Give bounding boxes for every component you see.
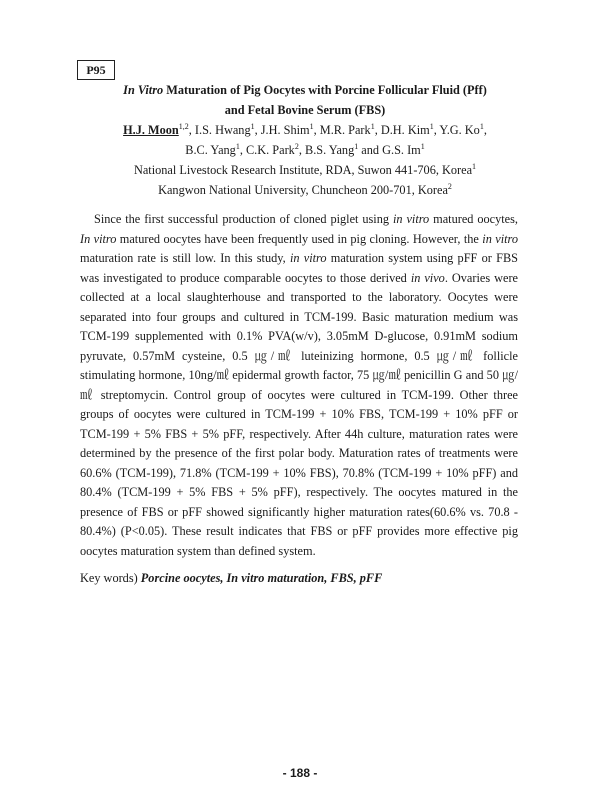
author-affil-mark: 1 <box>354 141 359 151</box>
affiliation-2 <box>70 180 540 200</box>
author-name: C.K. Park <box>245 143 295 157</box>
abstract-text: Since the first successful production of cloned piglet using <box>94 212 393 226</box>
author-name: I.S. Hwang <box>194 123 251 137</box>
abstract-text: . Ovaries were collected at a local slaughterhouse and transported to the laboratory. Oocytes were separated into four groups and cultured in TCM-199. Basic maturation medium was TCM-199 supplemented with 0.1% PVA(w/v), 3.05mM D-glucose, 0.91mM sodium pyruvate, 0.57mM cysteine, 0.5 ㎍/㎖ luteinizing hormone, 0.5 ㎍/㎖ follicle stimulating hormone, 10ng/㎖ epidermal growth factor, 75 ㎍/㎖ penicillin G and 50 ㎍/㎖ streptomycin. Control group of oocytes were cultured in TCM-199. Other three groups of oocytes were cultured in TCM-199 + 10% FBS, TCM-199 + 10% pFF or TCM-199 + 5% FBS + 5% pFF, respectively. After 44h culture, maturation rates were determined by the presence of the first polar body. Maturation rates of treatments were 60.6% (TCM-199), 71.8% (TCM-199 + 10% FBS), 70.8% (TCM-199 + 10% pFF) and 80.4% (TCM-199 + 5% FBS + 5% pFF), respectively. The oocytes matured in the presence of FBS or pFF showed significantly higher maturation rates(60.6% vs. 70.8 - 80.4%) (P<0.05). These result indicates that FBS or pFF provides more effective pig oocytes maturation system than defined system. <box>80 270 519 558</box>
abstract-text: maturation system using pFF or FBS was investigated to produce comparable oocytes to those derived <box>80 251 518 285</box>
author-affil-mark: 2 <box>294 141 299 151</box>
authors-line-1 <box>70 120 540 140</box>
abstract-paragraph <box>80 210 518 561</box>
title-rest: Maturation of Pig Oocytes with Porcine Follicular Fluid (Pff) <box>163 83 487 97</box>
abstract-text: matured oocytes have been frequently used in pig cloning. However, the <box>116 231 483 246</box>
author-name: G.S. Im <box>382 143 421 157</box>
affiliation-2-mark: 2 <box>447 181 452 191</box>
abstract-italic-term: in vitro <box>289 251 327 265</box>
author-name: B.C. Yang <box>185 143 236 157</box>
affiliation-1 <box>70 160 540 180</box>
author-affil-mark: 1 <box>309 121 314 131</box>
paper-title-line-2 <box>70 100 540 120</box>
keywords <box>80 569 518 588</box>
abstract-text: maturation rate is still low. In this study, <box>80 251 290 265</box>
page-number: - 188 - <box>282 766 318 780</box>
author-name: B.S. Yang <box>305 143 355 157</box>
abstract-italic-term: in vivo <box>410 270 445 285</box>
paper-title-line-1 <box>70 80 540 100</box>
affiliation-2-text: Kangwon National University, Chuncheon 200-701, Korea <box>158 183 448 197</box>
author-affil-mark: 1 <box>250 121 255 131</box>
lead-author: H.J. Moon <box>123 123 179 137</box>
author-affil-mark: 1 <box>370 121 375 131</box>
author-name: D.H. Kim <box>380 123 430 137</box>
author-affil-mark: 1 <box>235 141 240 151</box>
authors-row-1: I.S. Hwang$^1$, J.H. Shim$^1$, M.R. Park$^1$, D.H. Kim$^1$, Y.G. Ko$^1$, <box>194 121 487 137</box>
author-affil-mark: 1 <box>420 141 425 151</box>
keywords-value: Porcine oocytes, In vitro maturation, FBS, pFF <box>140 571 383 585</box>
author-sep: , <box>188 123 195 137</box>
author-name: J.H. Shim <box>260 123 310 137</box>
keywords-label: Key words) <box>80 571 138 585</box>
author-name: M.R. Park <box>319 123 371 137</box>
authors-row-2: B.C. Yang$^1$, C.K. Park$^2$, B.S. Yang$^1$ and G.S. Im$^1$ <box>185 141 425 157</box>
abstract-italic-term: in vitro <box>392 212 430 226</box>
affiliation-1-mark: 1 <box>472 161 477 171</box>
author-name: Y.G. Ko <box>439 123 480 137</box>
title-italic-part: In Vitro <box>123 83 164 97</box>
poster-number: P95 <box>86 62 106 77</box>
lead-author-affil: 1,2 <box>178 121 189 131</box>
affiliation-1-text: National Livestock Research Institute, RDA, Suwon 441-706, Korea <box>133 163 473 177</box>
abstract-text: matured oocytes, <box>429 212 518 226</box>
author-affil-mark: 1 <box>429 121 434 131</box>
abstract-italic-term: In vitro <box>80 231 117 246</box>
title-line-2-text: and Fetal Bovine Serum (FBS) <box>224 103 386 117</box>
poster-number-badge <box>77 60 115 80</box>
authors-line-2 <box>70 140 540 160</box>
author-affil-mark: 1 <box>479 121 484 131</box>
abstract-italic-term: in vitro <box>482 231 518 246</box>
